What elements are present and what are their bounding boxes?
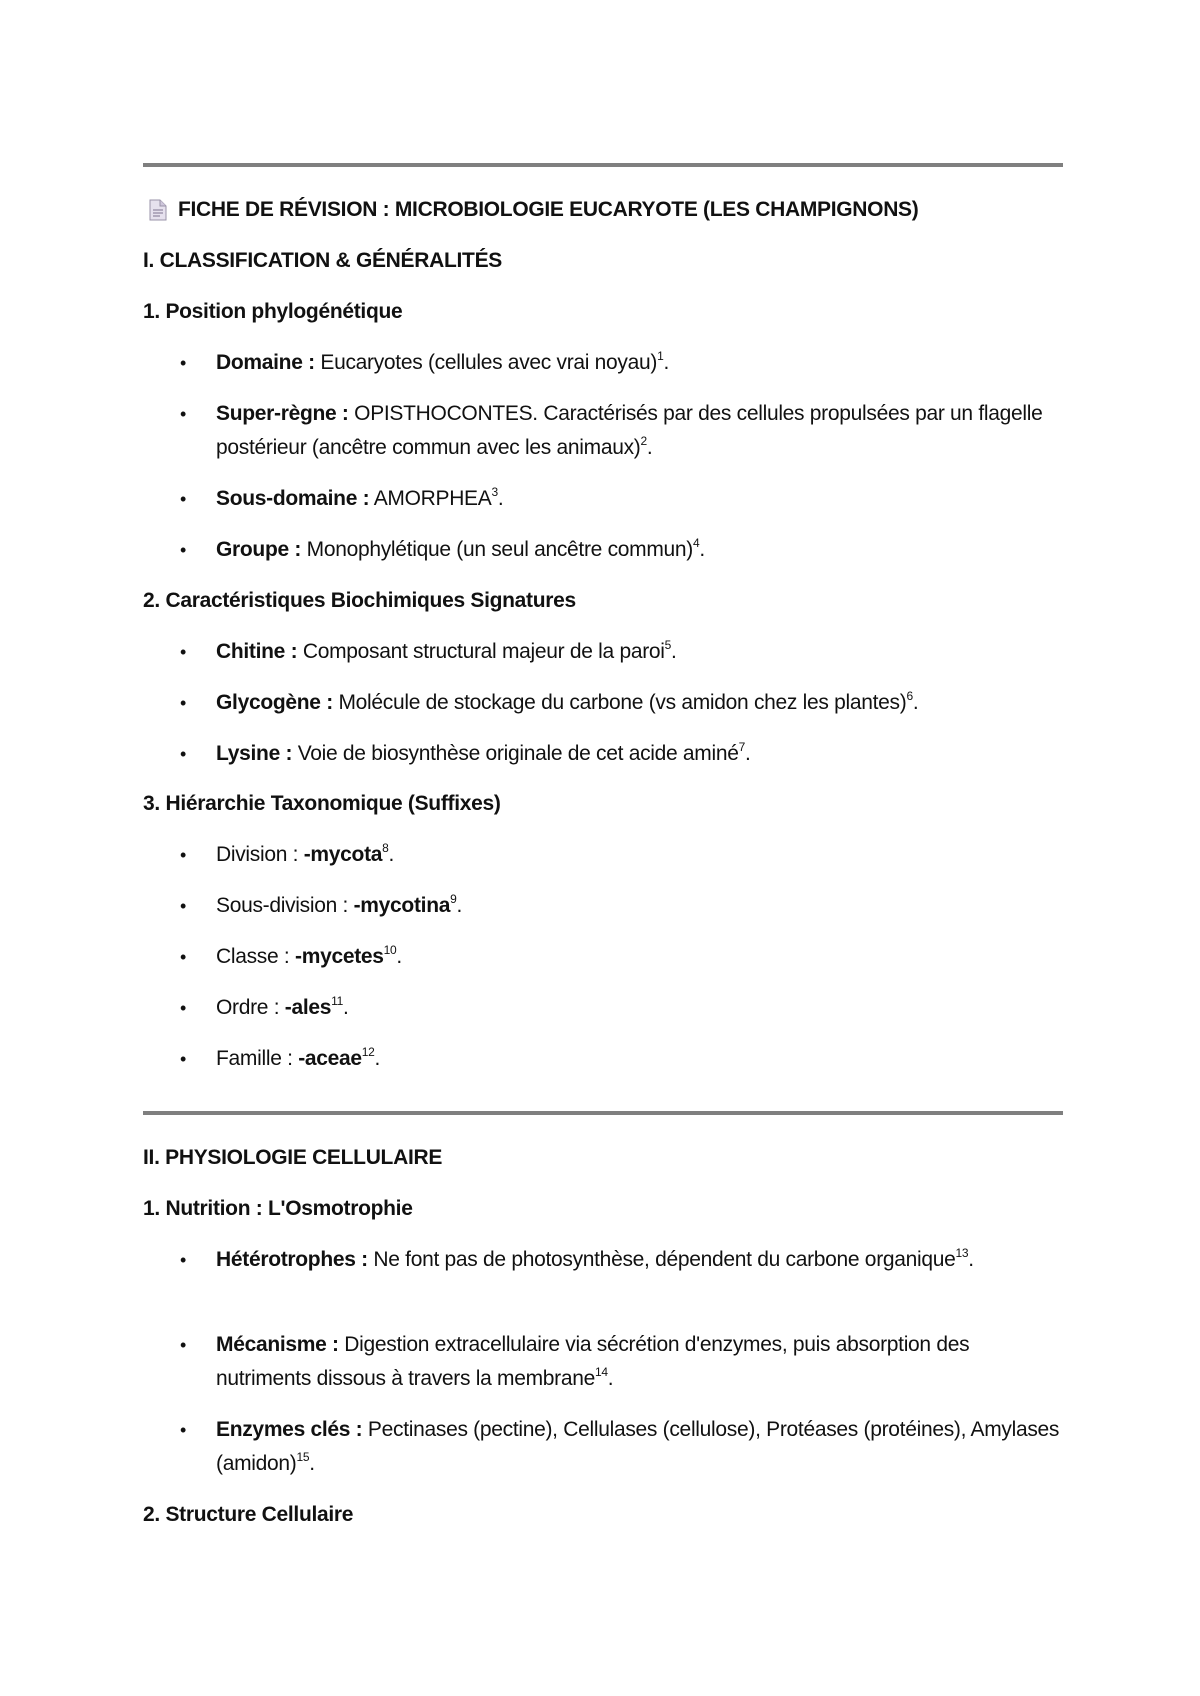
footnote-ref: 10 bbox=[383, 943, 397, 957]
list-biochimie-3 bbox=[143, 737, 1063, 771]
item-label: Domaine : bbox=[216, 351, 315, 374]
item-text: AMORPHEA bbox=[369, 487, 492, 510]
footnote-ref: 6 bbox=[906, 689, 913, 703]
item-end: . bbox=[968, 1248, 974, 1271]
item-label: Super-règne : bbox=[216, 402, 349, 425]
document-title bbox=[143, 198, 1063, 222]
bullet-icon: • bbox=[180, 353, 187, 373]
bullet-icon: • bbox=[180, 947, 187, 967]
bullet-icon: • bbox=[180, 540, 187, 560]
list-taxonomie-2 bbox=[143, 889, 1063, 923]
item-end: . bbox=[388, 843, 395, 866]
horizontal-divider bbox=[143, 163, 1063, 167]
bullet-icon: • bbox=[180, 693, 187, 713]
item-end: . bbox=[663, 351, 670, 374]
list-nutrition-3 bbox=[143, 1413, 1063, 1481]
bullet-icon: • bbox=[180, 896, 187, 916]
bullet-icon: • bbox=[180, 845, 187, 865]
footnote-ref: 12 bbox=[361, 1045, 375, 1059]
item-label: Chitine : bbox=[216, 640, 298, 663]
list-position-phylogenetique-2 bbox=[143, 397, 1063, 465]
item-end: . bbox=[699, 538, 705, 561]
list-item bbox=[143, 1243, 1063, 1277]
footnote-ref: 1 bbox=[657, 349, 664, 363]
list-biochimie-1 bbox=[143, 635, 1063, 669]
item-suffix: -mycotina bbox=[353, 894, 451, 917]
list-taxonomie-1 bbox=[143, 838, 1063, 872]
list-position-phylogenetique-4 bbox=[143, 533, 1063, 567]
list-item bbox=[143, 482, 1063, 516]
list-nutrition-1 bbox=[143, 1243, 1063, 1277]
list-item bbox=[143, 889, 1063, 923]
document-icon bbox=[149, 199, 167, 221]
item-text: Voie de biosynthèse originale de cet acide aminé bbox=[292, 742, 739, 765]
list-item bbox=[143, 397, 1063, 465]
item-label: Glycogène : bbox=[216, 691, 333, 714]
item-label: Lysine : bbox=[216, 742, 293, 765]
item-text: Famille : bbox=[216, 1047, 299, 1070]
item-end: . bbox=[374, 1047, 381, 1070]
bullet-icon: • bbox=[180, 1335, 187, 1355]
section-heading-classification: I. CLASSIFICATION & GÉNÉRALITÉS bbox=[143, 249, 502, 272]
footnote-ref: 15 bbox=[296, 1450, 310, 1464]
subheading-position-phylogenetique: 1. Position phylogénétique bbox=[143, 300, 403, 323]
item-end: . bbox=[309, 1452, 315, 1475]
item-text: Ordre : bbox=[216, 996, 285, 1019]
item-label: Hétérotrophes : bbox=[216, 1248, 368, 1271]
item-suffix: -mycota bbox=[303, 843, 383, 866]
list-item bbox=[143, 346, 1063, 380]
list-biochimie-2 bbox=[143, 686, 1063, 720]
list-item bbox=[143, 1042, 1063, 1076]
list-nutrition-2 bbox=[143, 1328, 1063, 1396]
item-label: Sous-domaine : bbox=[216, 487, 370, 510]
footnote-ref: 8 bbox=[382, 841, 389, 855]
item-end: . bbox=[456, 894, 463, 917]
footnote-ref: 13 bbox=[955, 1246, 969, 1260]
list-taxonomie-5 bbox=[143, 1042, 1063, 1076]
list-item bbox=[143, 737, 1063, 771]
item-text: Pectinases (pectine), Cellulases (cellulose), Protéases (protéines), Amylases (amidon) bbox=[216, 1418, 1060, 1475]
item-label: Enzymes clés : bbox=[216, 1418, 363, 1441]
list-position-phylogenetique-3 bbox=[143, 482, 1063, 516]
list-taxonomie-4 bbox=[143, 991, 1063, 1025]
footnote-ref: 11 bbox=[331, 994, 344, 1008]
item-suffix: -ales bbox=[284, 996, 332, 1019]
item-end: . bbox=[396, 945, 402, 968]
list-item bbox=[143, 635, 1063, 669]
item-label: Mécanisme : bbox=[216, 1333, 339, 1356]
subheading-nutrition: 1. Nutrition : L'Osmotrophie bbox=[143, 1197, 413, 1220]
list-position-phylogenetique bbox=[143, 346, 1063, 380]
footnote-ref: 9 bbox=[450, 892, 457, 906]
item-text: Monophylétique (un seul ancêtre commun) bbox=[301, 538, 693, 561]
item-end: . bbox=[607, 1367, 614, 1390]
bullet-icon: • bbox=[180, 1420, 187, 1440]
item-text: Eucaryotes (cellules avec vrai noyau) bbox=[314, 351, 658, 374]
item-text: OPISTHOCONTES. Caractérisés par des cellules propulsées par un flagelle postérieur (ancêtre commun avec les animaux) bbox=[216, 402, 1043, 459]
item-text: Composant structural majeur de la paroi bbox=[297, 640, 665, 663]
subheading-structure-cellulaire: 2. Structure Cellulaire bbox=[143, 1503, 354, 1526]
item-text: Ne font pas de photosynthèse, dépendent du carbone organique bbox=[367, 1248, 956, 1271]
horizontal-divider bbox=[143, 1111, 1063, 1115]
section-heading-physiologie: II. PHYSIOLOGIE CELLULAIRE bbox=[143, 1146, 443, 1169]
item-end: . bbox=[497, 487, 504, 510]
document-title-text: FICHE DE RÉVISION : MICROBIOLOGIE EUCARYOTE (LES CHAMPIGNONS) bbox=[178, 198, 919, 221]
bullet-icon: • bbox=[180, 1250, 187, 1270]
item-text: Molécule de stockage du carbone (vs amidon chez les plantes) bbox=[332, 691, 907, 714]
list-item bbox=[143, 533, 1063, 567]
item-text: Sous-division : bbox=[216, 894, 354, 917]
item-label: Groupe : bbox=[216, 538, 302, 561]
list-item bbox=[143, 940, 1063, 974]
footnote-ref: 5 bbox=[664, 638, 672, 652]
item-text: Classe : bbox=[216, 945, 295, 968]
subheading-caracteristiques-biochimiques: 2. Caractéristiques Biochimiques Signatures bbox=[143, 589, 576, 612]
bullet-icon: • bbox=[180, 998, 187, 1018]
bullet-icon: • bbox=[180, 1049, 187, 1069]
item-end: . bbox=[745, 742, 751, 765]
footnote-ref: 3 bbox=[491, 485, 498, 499]
item-suffix: -aceae bbox=[298, 1047, 362, 1070]
bullet-icon: • bbox=[180, 642, 187, 662]
list-taxonomie-3 bbox=[143, 940, 1063, 974]
bullet-icon: • bbox=[180, 744, 187, 764]
item-suffix: -mycetes bbox=[295, 945, 384, 968]
list-item bbox=[143, 1328, 1063, 1396]
item-end: . bbox=[671, 640, 677, 663]
bullet-icon: • bbox=[180, 489, 187, 509]
item-end: . bbox=[646, 436, 653, 459]
item-end: . bbox=[343, 996, 349, 1019]
list-item bbox=[143, 991, 1063, 1025]
subheading-hierarchie-taxonomique: 3. Hiérarchie Taxonomique (Suffixes) bbox=[143, 792, 501, 815]
footnote-ref: 7 bbox=[738, 740, 746, 754]
item-end: . bbox=[912, 691, 919, 714]
list-item bbox=[143, 1413, 1063, 1481]
item-text: Division : bbox=[216, 843, 304, 866]
bullet-icon: • bbox=[180, 404, 187, 424]
footnote-ref: 14 bbox=[595, 1365, 608, 1379]
list-item bbox=[143, 838, 1063, 872]
footnote-ref: 2 bbox=[640, 434, 647, 448]
list-item bbox=[143, 686, 1063, 720]
item-text: Digestion extracellulaire via sécrétion d'enzymes, puis absorption des nutriments dissous à travers la membrane bbox=[216, 1333, 970, 1390]
footnote-ref: 4 bbox=[693, 536, 700, 550]
